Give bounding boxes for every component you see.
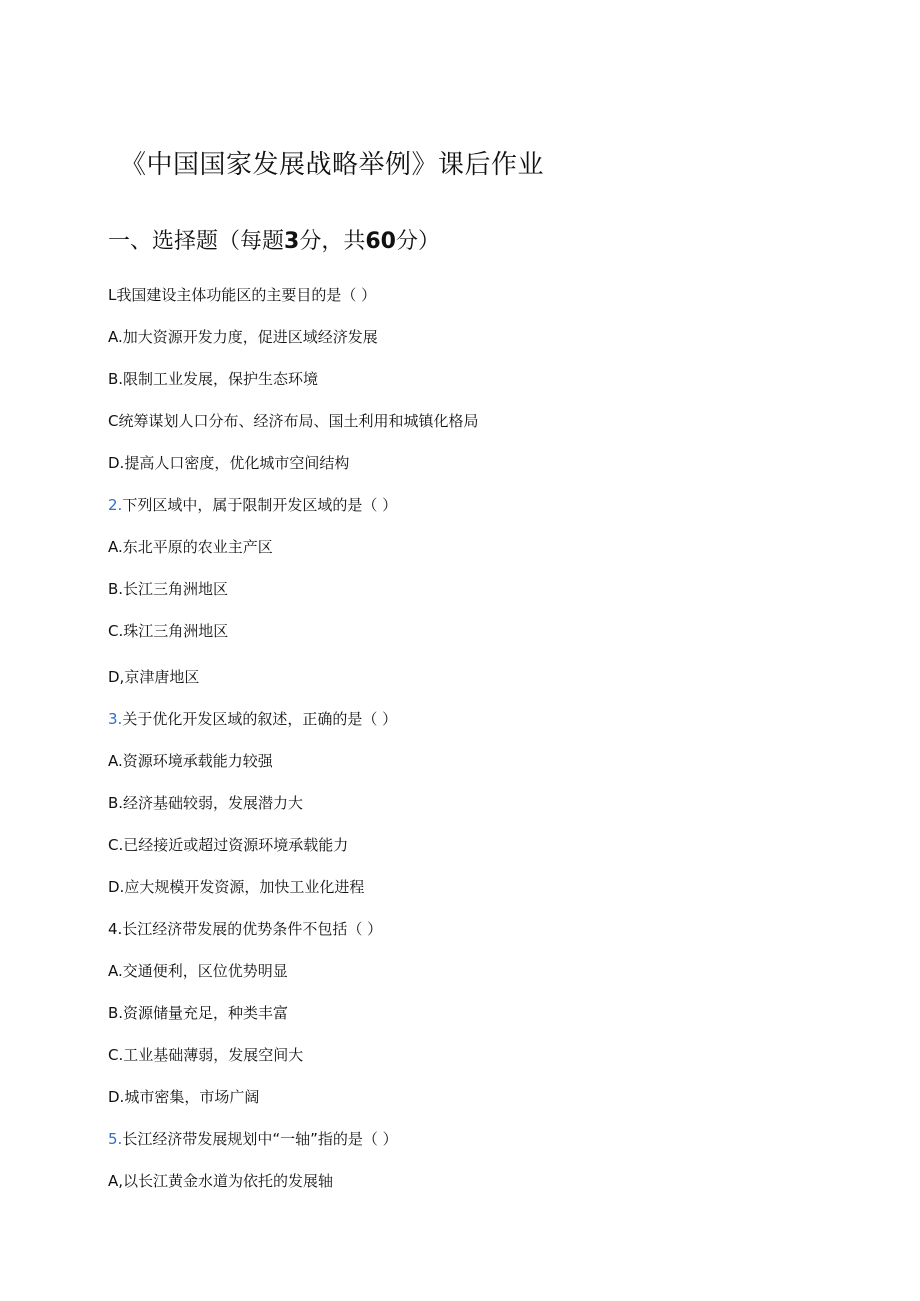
question-2-option-d: D,京津唐地区	[108, 668, 200, 686]
question-2-option-b: B.长江三角洲地区	[108, 580, 229, 598]
question-text: 关于优化开发区域的叙述，正确的是（ ）	[122, 710, 398, 728]
section-heading	[108, 224, 440, 260]
question-4-option-a: A.交通便利，区位优势明显	[108, 962, 288, 980]
question-2-stem	[108, 494, 397, 516]
question-4-option-d: D.城市密集，市场广阔	[108, 1088, 260, 1106]
question-4-option-c: C.工业基础薄弱，发展空间大	[108, 1046, 304, 1064]
section-points-total: 60	[365, 229, 396, 254]
question-3-option-d: D.应大规模开发资源，加快工业化进程	[108, 878, 365, 896]
section-heading-prefix: 一、选择题（每题	[108, 229, 285, 254]
question-number: 5.	[108, 1130, 123, 1148]
question-3-option-a: A.资源环境承载能力较强	[108, 752, 273, 770]
question-text: 长江经济带发展规划中“一轴”指的是（ ）	[122, 1130, 398, 1148]
question-2-option-a: A.东北平原的农业主产区	[108, 538, 273, 556]
question-text: L我国建设主体功能区的主要目的是（ ）	[108, 286, 377, 304]
section-heading-suffix: 分）	[395, 229, 440, 254]
question-1-stem	[108, 284, 376, 306]
question-text: 4.长江经济带发展的优势条件不包括（ ）	[108, 920, 383, 938]
question-number: 3.	[108, 710, 123, 728]
question-3-option-c: C.已经接近或超过资源环境承载能力	[108, 836, 349, 854]
question-4-stem	[108, 918, 382, 940]
section-heading-middle: 分，共	[299, 229, 366, 254]
question-1-option-c: C统筹谋划人口分布、经济布局、国土利用和城镇化格局	[108, 412, 479, 430]
question-text: 下列区域中，属于限制开发区域的是（ ）	[122, 496, 398, 514]
question-1-option-b: B.限制工业发展，保护生态环境	[108, 370, 319, 388]
question-5-stem	[108, 1128, 398, 1150]
document-title: 《中国国家发展战略举例》课后作业	[120, 150, 545, 180]
question-1-option-d: D.提高人口密度，优化城市空间结构	[108, 454, 350, 472]
question-1-option-a: A.加大资源开发力度，促进区域经济发展	[108, 328, 378, 346]
question-3-option-b: B.经济基础较弱，发展潜力大	[108, 794, 304, 812]
question-3-stem	[108, 708, 397, 730]
section-points-each: 3	[284, 229, 300, 254]
question-number: 2.	[108, 496, 123, 514]
question-4-option-b: B.资源储量充足，种类丰富	[108, 1004, 289, 1022]
question-5-option-a: A,以长江黄金水道为依托的发展轴	[108, 1172, 334, 1190]
question-2-option-c: C.珠江三角洲地区	[108, 622, 229, 640]
